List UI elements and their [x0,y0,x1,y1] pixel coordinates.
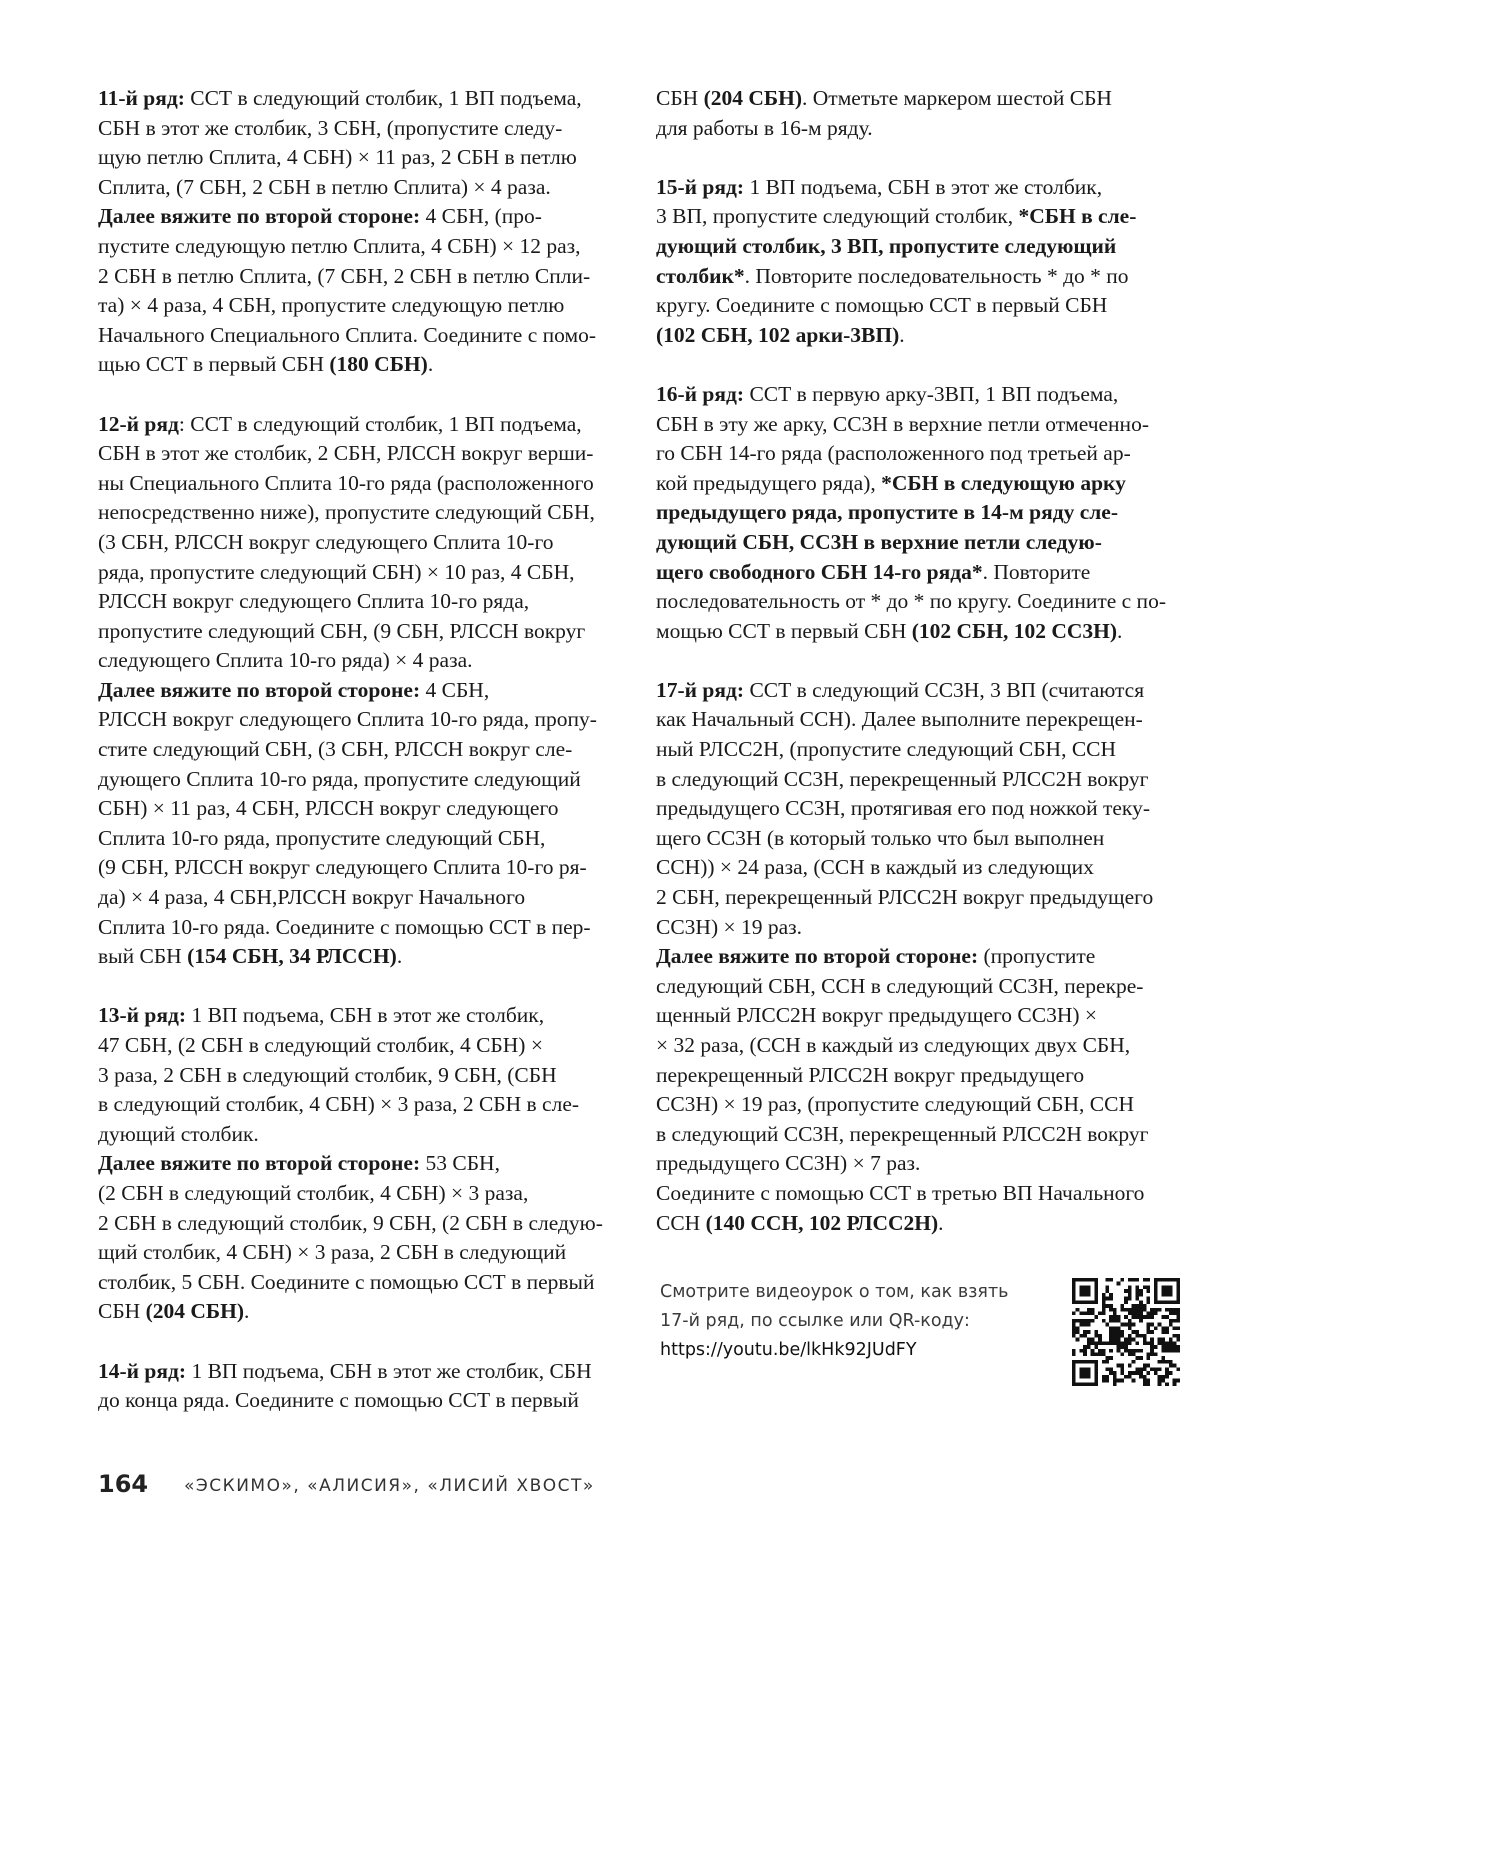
text-run: да) × 4 раза, 4 СБН,РЛССН вокруг Начального [98,885,526,910]
bold-text: *СБН в сле- [1018,204,1137,229]
text-line [98,705,638,735]
text-line [656,735,1186,765]
text-run: СБН [98,1299,146,1324]
text-run: стите следующий СБН, (3 СБН, РЛССН вокруг сле- [98,737,573,762]
text-run: (2 СБН в следующий столбик, 4 СБН) × 3 раза, [98,1180,529,1205]
text-line [98,1001,638,1031]
text-line [656,617,1186,647]
text-line [98,262,638,292]
text-run: 2 СБН в следующий столбик, 9 СБН, (2 СБН в следую- [98,1210,603,1235]
text-line [656,84,1186,114]
text-run: щего СС3Н (в который только что был выполнен [656,825,1105,850]
text-run: столбик, 5 СБН. Соедините с помощью ССТ в первый [98,1269,595,1294]
text-run: Сплита, (7 СБН, 2 СБН в петлю Сплита) × 4 раза. [98,174,551,199]
text-line [98,1061,638,1091]
text-line [98,794,638,824]
text-run: ССТ в следующий СС3Н, 3 ВП (считаются [744,677,1145,702]
text-run: 4 СБН, (про- [420,204,542,229]
text-line [656,765,1186,795]
text-line [656,913,1186,943]
text-line [98,1357,638,1387]
text-run: как Начальный ССН). Далее выполните перекрещен- [656,707,1143,732]
text-run: : ССТ в следующий столбик, 1 ВП подъема, [178,411,582,436]
text-run: 1 ВП подъема, СБН в этот же столбик, [186,1003,545,1028]
text-run: . [396,944,403,969]
text-run: Начального Специального Сплита. Соедините с помо- [98,322,596,347]
text-line [98,942,638,972]
text-run: в следующий СС3Н, перекрещенный РЛСС2Н вокруг [656,766,1149,791]
text-line [656,498,1186,528]
text-run: ный РЛСС2Н, (пропустите следующий СБН, ССН [656,737,1117,762]
text-line [98,1149,638,1179]
text-line [656,558,1186,588]
text-line [98,1209,638,1239]
text-run: для работы в 16-м ряду. [656,115,873,140]
bold-text: Далее вяжите по второй стороне: [98,204,421,229]
text-run: в следующий столбик, 4 СБН) × 3 раза, 2 СБН в сле- [98,1092,580,1117]
text-line [656,1090,1186,1120]
bold-text: Далее вяжите по второй стороне: [98,677,421,702]
text-run: 3 ВП, пропустите следующий столбик, [656,204,1019,229]
text-run: ССН [656,1210,706,1235]
text-line [98,676,638,706]
text-line [98,558,638,588]
text-line [656,705,1186,735]
text-run: 2 СБН в петлю Сплита, (7 СБН, 2 СБН в петлю Спли- [98,263,591,288]
text-line [98,439,638,469]
text-line [98,587,638,617]
text-line [656,1149,1186,1179]
text-run: СБН [656,86,704,110]
text-line [98,1031,638,1061]
text-line [656,1031,1186,1061]
text-line [656,469,1186,499]
bold-text: (102 СБН, 102 арки-3ВП) [656,322,900,347]
text-line [98,350,638,380]
text-line [656,676,1186,706]
text-line [98,617,638,647]
bold-text: Далее вяжите по второй стороне: [98,1151,421,1176]
text-line [98,853,638,883]
row-16-instructions [656,380,1186,646]
text-line [656,587,1186,617]
text-run: . [938,1210,944,1235]
text-line [98,1090,638,1120]
bold-text: щего свободного СБН 14-го ряда* [656,559,983,584]
text-line [98,321,638,351]
text-line [98,232,638,262]
row-11-instructions [98,84,638,380]
bold-text: столбик* [656,263,745,288]
running-title: «ЭСКИМО», «АЛИСИЯ», «ЛИСИЙ ХВОСТ» [184,1476,595,1496]
text-line [98,173,638,203]
row-14-instructions [98,1357,638,1416]
bold-text: 13-й ряд: [98,1003,187,1028]
text-run: перекрещенный РЛСС2Н вокруг предыдущего [656,1062,1085,1087]
row-12-instructions [98,410,638,972]
video-note-line-2: 17-й ряд, по ссылке или QR-коду: [660,1311,970,1331]
bold-text: 15-й ряд: [656,174,745,199]
text-line [98,1268,638,1298]
text-run: ряда, пропустите следующий СБН) × 10 раз, 4 СБН, [98,559,575,584]
text-run: ССТ в первую арку-3ВП, 1 ВП подъема, [744,381,1119,406]
text-run: СС3Н) × 19 раз. [656,914,803,939]
text-line [656,883,1186,913]
text-line [656,262,1186,292]
row-15-instructions [656,173,1186,351]
text-run: дующего Сплита 10-го ряда, пропустите следующий [98,766,581,791]
text-run: (9 СБН, РЛССН вокруг следующего Сплита 10-го ря- [98,855,587,880]
text-run: 1 ВП подъема, СБН в этот же столбик, СБН [186,1358,592,1383]
text-run: РЛССН вокруг следующего Сплита 10-го ряда, пропу- [98,707,597,732]
text-run: . [244,1299,250,1324]
text-run: ССН)) × 24 раза, (ССН в каждый из следующих [656,855,1094,880]
text-run: вый СБН [98,944,188,969]
text-run: РЛССН вокруг следующего Сплита 10-го ряда, [98,589,530,614]
text-line [656,1120,1186,1150]
text-run: ССТ в следующий столбик, 1 ВП подъема, [184,86,582,110]
text-line [656,853,1186,883]
bold-text: (204 СБН) [703,86,803,110]
text-line [98,1297,638,1327]
text-run: щенный РЛСС2Н вокруг предыдущего СС3Н) × [656,1003,1098,1028]
text-run: в следующий СС3Н, перекрещенный РЛСС2Н вокруг [656,1121,1149,1146]
left-column [98,84,638,1445]
text-run: СС3Н) × 19 раз, (пропустите следующий СБН, ССН [656,1092,1134,1117]
bold-text: *СБН в следующую арку [881,470,1126,495]
text-line [656,410,1186,440]
text-run: Сплита 10-го ряда, пропустите следующий СБН, [98,825,546,850]
text-line [98,646,638,676]
text-line [656,942,1186,972]
text-run: СБН) × 11 раз, 4 СБН, РЛССН вокруг следующего [98,796,559,821]
text-run: 4 СБН, [420,677,490,702]
page-number: 164 [98,1470,149,1498]
text-run: предыдущего СС3Н) × 7 раз. [656,1151,921,1176]
text-run: (3 СБН, РЛССН вокруг следующего Сплита 10-го [98,529,554,554]
text-run: та) × 4 раза, 4 СБН, пропустите следующую петлю [98,293,565,318]
text-line [656,972,1186,1002]
bold-text: Далее вяжите по второй стороне: [656,944,979,969]
text-line [98,1238,638,1268]
row-13-instructions [98,1001,638,1327]
text-line [656,528,1186,558]
text-line [98,114,638,144]
text-run: СБН в этот же столбик, 2 СБН, РЛССН вокруг верши- [98,441,594,466]
text-line [98,824,638,854]
bold-text: (140 ССН, 102 РЛСС2Н) [705,1210,939,1235]
bold-text: (204 СБН) [145,1299,245,1324]
bold-text: 14-й ряд: [98,1358,187,1383]
text-run: следующий СБН, ССН в следующий СС3Н, перекре- [656,973,1144,998]
text-run: щую петлю Сплита, 4 СБН) × 11 раз, 2 СБН в петлю [98,145,577,170]
text-line [656,202,1186,232]
text-run: Сплита 10-го ряда. Соедините с помощью ССТ в пер- [98,914,591,939]
bold-text: 11-й ряд: [98,86,185,110]
text-run: . [427,352,434,377]
text-run: 47 СБН, (2 СБН в следующий столбик, 4 СБН) × [98,1033,543,1057]
text-run: 3 раза, 2 СБН в следующий столбик, 9 СБН, (СБН [98,1062,557,1087]
text-run: 53 СБН, [420,1151,500,1176]
video-url-link[interactable]: https://youtu.be/lkHk92JUdFY [660,1340,917,1360]
text-run: . Повторите [982,559,1091,584]
text-line [656,1001,1186,1031]
bold-text: (102 СБН, 102 СС3Н) [911,618,1118,643]
text-line [656,1209,1186,1239]
bold-text: (180 СБН) [329,352,428,377]
text-run: . Повторите последовательность * до * по [744,263,1129,288]
bold-text: дующий столбик, 3 ВП, пропустите следующий [656,233,1117,258]
text-run: мощью ССТ в первый СБН [656,618,912,643]
text-run: × 32 раза, (ССН в каждый из следующих двух СБН, [656,1033,1131,1057]
text-line [656,173,1186,203]
text-line [98,1179,638,1209]
text-run: . Отметьте маркером шестой СБН [802,86,1112,110]
text-line [98,469,638,499]
text-line [656,439,1186,469]
text-run: (пропустите [978,944,1096,969]
bold-text: 17-й ряд: [656,677,745,702]
text-line [98,1120,638,1150]
text-line [656,291,1186,321]
text-run: кой предыдущего ряда), [656,470,882,495]
text-line [656,1179,1186,1209]
text-run: СБН в этот же столбик, 3 СБН, (пропустите следу- [98,115,563,140]
text-run: дующий столбик. [98,1121,259,1146]
text-run: пропустите следующий СБН, (9 СБН, РЛССН вокруг [98,618,586,643]
text-line [98,498,638,528]
text-line [656,114,1186,144]
text-run: го СБН 14-го ряда (расположенного под третьей ар- [656,441,1131,466]
text-line [98,1386,638,1416]
text-line [98,913,638,943]
text-run: Соедините с помощью ССТ в третью ВП Начального [656,1180,1145,1205]
qr-code-icon[interactable] [1072,1278,1180,1386]
text-line [98,883,638,913]
text-line [98,143,638,173]
text-run: последовательность от * до * по кругу. Соедините с по- [656,589,1166,614]
text-line [656,794,1186,824]
text-run: кругу. Соедините с помощью ССТ в первый СБН [656,293,1108,318]
text-run: следующего Сплита 10-го ряда) × 4 раза. [98,648,473,673]
row-14-continued [656,84,1186,143]
text-run: пустите следующую петлю Сплита, 4 СБН) × 12 раз, [98,233,581,258]
bold-text: предыдущего ряда, пропустите в 14-м ряду сле- [656,500,1119,525]
text-line [98,84,638,114]
text-run: до конца ряда. Соедините с помощью ССТ в первый [98,1388,579,1413]
text-run: . [899,322,905,347]
bold-text: 12-й ряд [98,411,179,436]
text-run: предыдущего СС3Н, протягивая его под ножкой теку- [656,796,1150,821]
right-column [656,84,1186,1268]
text-line [98,528,638,558]
row-17-instructions [656,676,1186,1238]
text-run: 1 ВП подъема, СБН в этот же столбик, [744,174,1103,199]
bold-text: дующий СБН, СС3Н в верхние петли следую- [656,529,1102,554]
text-run: непосредственно ниже), пропустите следующий СБН, [98,500,595,525]
bold-text: 16-й ряд: [656,381,745,406]
text-line [98,291,638,321]
text-run: щью ССТ в первый СБН [98,352,330,377]
bold-text: (154 СБН, 34 РЛССН) [187,944,397,969]
text-line [98,765,638,795]
text-line [656,380,1186,410]
text-run: 2 СБН, перекрещенный РЛСС2Н вокруг предыдущего [656,885,1154,910]
text-line [656,824,1186,854]
page-footer [98,1470,1198,1510]
text-line [98,735,638,765]
text-run: СБН в эту же арку, СС3Н в верхние петли отмеченно- [656,411,1149,436]
video-note-line-1: Смотрите видеоурок о том, как взять [660,1282,1009,1302]
text-run: . [1117,618,1123,643]
text-line [656,321,1186,351]
text-run: ны Специального Сплита 10-го ряда (расположенного [98,470,594,495]
text-line [98,202,638,232]
text-line [98,410,638,440]
text-line [656,232,1186,262]
text-line [656,1061,1186,1091]
text-run: щий столбик, 4 СБН) × 3 раза, 2 СБН в следующий [98,1240,567,1265]
video-lesson-note [660,1278,1050,1365]
